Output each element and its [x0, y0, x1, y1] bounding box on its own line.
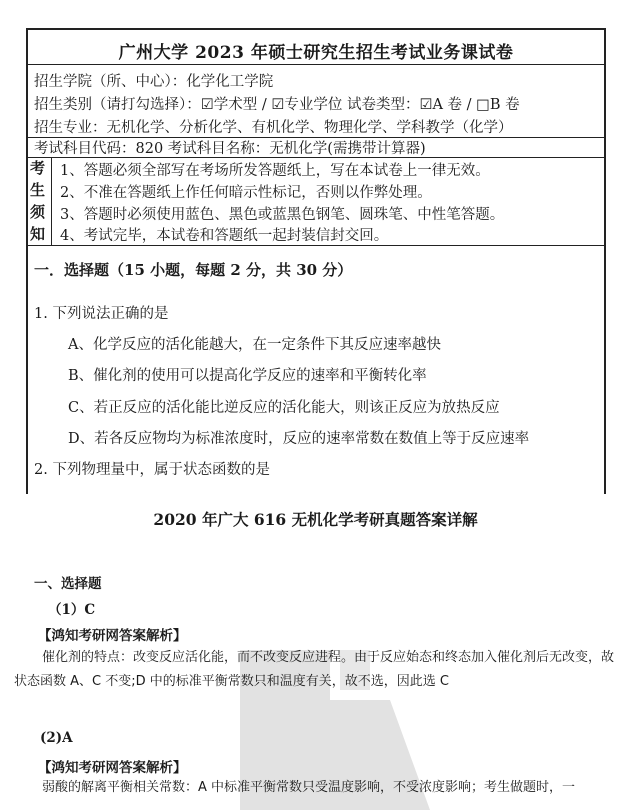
question-option: A、化学反应的活化能越大，在一定条件下其反应速率越快 — [68, 337, 441, 353]
exam-title: 广州大学 2023 年硕士研究生招生考试业务课试卷 — [118, 43, 514, 63]
notice-char: 生 — [30, 181, 46, 199]
section-title: 一．选择题（15 小题，每题 2 分，共 30 分） — [34, 261, 353, 279]
question-option: C、若正反应的活化能比逆反应的活化能大，则该正反应为放热反应 — [68, 400, 500, 416]
question-1: 1. 下列说法正确的是 — [34, 306, 169, 322]
notice-item: 4、考试完毕，本试卷和答题纸一起封装信封交回。 — [60, 228, 389, 244]
notice-item: 2、不准在答题纸上作任何暗示性标记，否则以作弊处理。 — [60, 185, 432, 201]
analysis-label: 【鸿知考研网答案解析】 — [38, 628, 187, 644]
answer-1: （1）C — [48, 602, 96, 618]
notice-label-column — [26, 157, 52, 245]
analysis-text: 催化剂的特点：改变反应活化能，而不改变反应进程。由于反应始态和终态加入催化剂后无改变，故状态函数 A、C 不变;D 中的标准平衡常数只和温度有关，故不选，因此选 C — [14, 650, 615, 689]
answer-section: 一、选择题 — [34, 576, 102, 592]
answer-doc-title: 2020 年广大 616 无机化学考研真题答案详解 — [153, 510, 478, 529]
notice-item: 3、答题时必须使用蓝色、黑色或蓝黑色钢笔、圆珠笔、中性笔答题。 — [60, 207, 505, 223]
exam-subject: 考试科目代码：820 考试科目名称：无机化学(需携带计算器) — [34, 141, 426, 157]
question-2: 2. 下列物理量中，属于状态函数的是 — [34, 462, 270, 478]
question-option: D、若各反应物均为标准浓度时，反应的速率常数在数值上等于反应速率 — [68, 431, 530, 447]
notice-item: 1、答题必须全部写在考场所发答题纸上，写在本试卷上一律无效。 — [60, 163, 490, 179]
analysis-label: 【鸿知考研网答案解析】 — [38, 760, 187, 776]
exam-majors: 招生专业：无机化学、分析化学、有机化学、物理化学、学科教学（化学） — [34, 120, 513, 136]
notice-char: 须 — [30, 203, 46, 221]
notice-char: 考 — [30, 159, 46, 177]
answer-2: (2)A — [40, 730, 73, 746]
analysis-text: 弱酸的解离平衡相关常数：A 中标准平衡常数只受温度影响，不受浓度影响；考生做题时，一 — [42, 780, 576, 795]
divider — [26, 245, 606, 246]
divider — [26, 64, 606, 65]
divider — [26, 157, 606, 158]
exam-category: 招生类别（请打勾选择）：☑学术型 / ☑专业学位 试卷类型：☑A 卷 / □B 卷 — [34, 97, 520, 113]
question-option: B、催化剂的使用可以提高化学反应的速率和平衡转化率 — [68, 368, 427, 384]
exam-college: 招生学院（所、中心）：化学化工学院 — [34, 74, 274, 90]
notice-char: 知 — [30, 225, 46, 243]
